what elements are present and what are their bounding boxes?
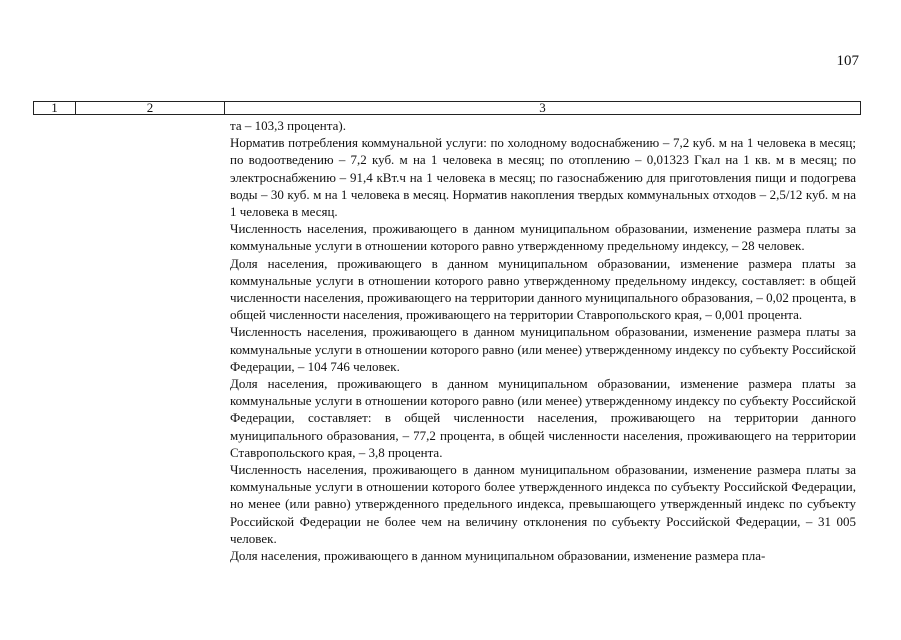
paragraph-share-equal-limit: Доля населения, проживающего в данном муниципальном образовании, изменение размера платы за коммунальные услуги в отношении которого равно утвержденному предельному индексу, составляет: в общей численности населения, проживающего на территории данного муниципального образования, – 0,02 процента, в общей численности населения, проживающего на территории Ставропольского края, – 0,001 процента. (230, 255, 856, 323)
table-header (33, 101, 861, 115)
document-body (230, 117, 856, 564)
paragraph-consumption-norms: Норматив потребления коммунальной услуги: по холодному водоснабжению – 7,2 куб. м на 1 человека в месяц; по водоотведению – 7,2 куб. м на 1 человека в месяц; по отоплению – 0,01323 Гкал на 1 кв. м в месяц; по электроснабжению – 91,4 кВт.ч на 1 человека в месяц; по газоснабжению для приготовления пищи и подогрева воды – 30 куб. м на 1 человека в месяц. Норматив накопления твердых коммунальных отходов – 2,5/12 куб. м на 1 человека в месяц. (230, 135, 856, 220)
paragraph-share-above-regional: Доля населения, проживающего в данном муниципальном образовании, изменение размера пла- (230, 548, 766, 564)
table-header-col-3: 3 (225, 102, 861, 115)
table-header-col-1: 1 (34, 102, 76, 115)
paragraph-share-equal-regional: Доля населения, проживающего в данном муниципальном образовании, изменение размера платы за коммунальные услуги в отношении которого равно (или менее) утвержденному индексу по субъекту Российской Федерации, составляет: в общей численности населения, проживающего на территории данного муниципального образования, – 77,2 процента, в общей численности населения, проживающего на территории Ставропольского края, – 3,8 процента. (230, 376, 856, 460)
page-number: 107 (836, 53, 859, 69)
table-header-col-2: 2 (76, 102, 225, 115)
paragraph-population-equal-regional: Численность населения, проживающего в данном муниципальном образовании, изменение размера платы за коммунальные услуги в отношении которого равно (или менее) утвержденному индексу по субъекту Российской Федерации, – 104 746 человек. (230, 324, 856, 374)
paragraph-population-above-regional: Численность населения, проживающего в данном муниципальном образовании, изменение размера платы за коммунальные услуги в отношении которого более утвержденного индекса по субъекту Российской Федерации, но менее (или равно) утвержденного предельного индекса, превышающего утвержденный индекс по субъекту Российской Федерации не более чем на величину отклонения по субъекту Российской Федерации, – 31 005 человек. (230, 462, 856, 546)
paragraph-population-equal-limit: Численность населения, проживающего в данном муниципальном образовании, изменение размера платы за коммунальные услуги в отношении которого равно утвержденному предельному индексу, – 28 человек. (230, 221, 856, 254)
table-header-row (34, 102, 861, 115)
paragraph-continuation: та – 103,3 процента). (230, 118, 346, 133)
